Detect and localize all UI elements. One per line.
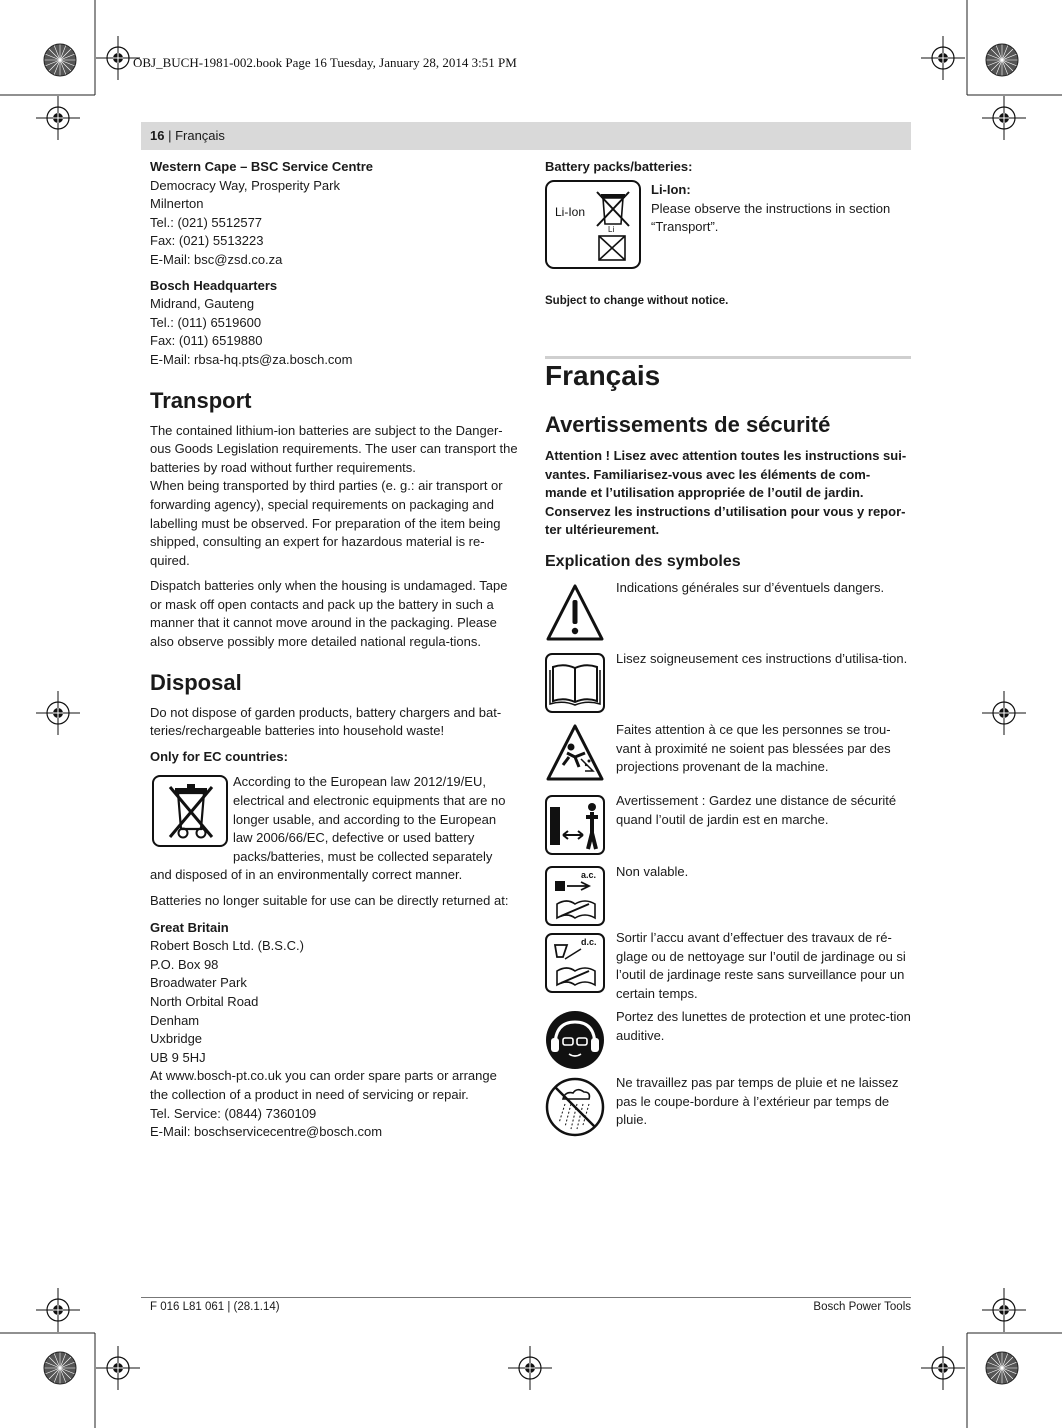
battery-packs-heading: Battery packs/batteries: xyxy=(545,159,693,174)
transport-paragraph: The contained lithium-ion batteries are subject to the Danger-ous Goods Legislation requirements. The user can transport the batteries by road without further requirements. xyxy=(150,422,518,475)
symbol-text-general-danger: Indications générales sur d’éventuels dangers. xyxy=(616,580,885,595)
footer-doc-number: F 016 L81 061 | (28.1.14) xyxy=(150,1301,280,1313)
symbol-text-projectiles: Faites attention à ce que les personnes se trou-vant à proximité ne soient pas blessées par des projections provenant de la machine. xyxy=(616,722,891,775)
header-language: Français xyxy=(175,128,225,143)
contact-bosch-hq: Bosch Headquarters Midrand, Gauteng Tel.: (011) 6519600 Fax: (011) 6519880 E-Mail: rbsa-hq.pts@za.bosch.com xyxy=(150,277,353,367)
symbol-text-safety-distance: Avertissement : Gardez une distance de sécurité quand l’outil de jardin est en marche. xyxy=(616,793,897,827)
registration-target xyxy=(508,1346,552,1390)
symbol-text-read-manual: Lisez soigneusement ces instructions d’utilisa-tion. xyxy=(616,651,908,666)
ac-unplug-icon xyxy=(545,866,605,926)
footer-rule xyxy=(141,1297,911,1298)
transport-paragraph: When being transported by third parties (e. g.: air transport or forwarding agency), special requirements on packaging and labelling must be observed. For preparation of the item being shipped, consulting an expert for hazardous material is re-quired. xyxy=(150,478,503,568)
svg-text:Li: Li xyxy=(608,225,615,234)
warning-triangle-icon xyxy=(545,583,605,643)
registration-target xyxy=(921,36,965,80)
color-rosette xyxy=(44,44,76,76)
registration-target xyxy=(36,96,80,140)
registration-target xyxy=(982,691,1026,735)
symbols-heading: Explication des symboles xyxy=(545,553,741,570)
printer-slug: OBJ_BUCH-1981-002.book Page 16 Tuesday, January 28, 2014 3:51 PM xyxy=(133,55,517,70)
returned-paragraph: Batteries no longer suitable for use can be directly returned at: xyxy=(150,893,509,908)
contact-great-britain: Great Britain Robert Bosch Ltd. (B.S.C.) P.O. Box 98 Broadwater Park North Orbital Road Denham Uxbridge UB 9 5HJ At www.bosch-pt.co.uk you can order spare parts or arrange the collection of a product in need of servicing or repair. Tel. Service: (0844) 7360109 E-Mail: boschservicecentre@bosch.com xyxy=(150,919,497,1140)
svg-text:a.c.: a.c. xyxy=(581,870,597,880)
liion-note: Li-Ion: Please observe the instructions in section “Transport”. xyxy=(651,182,891,235)
attention-paragraph: Attention ! Lisez avec attention toutes les instructions sui-vantes. Familiarisez-vous avec les éléments de com-mande et l’utilisation appropriée de l’outil de jardin. Conservez les instructions d’utilisation pour vous y repor-ter ultérieurement. xyxy=(545,448,907,538)
ec-paragraph: According to the European law 2012/19/EU, electrical and electronic equipments that are no longer usable, and according to the European law 2006/66/EC, defective or used battery packs/batteries, must be collected separately xyxy=(233,774,506,864)
transport-paragraph: Dispatch batteries only when the housing is undamaged. Tape or mask off open contacts and pack up the battery in such a manner that it cannot move around in the packaging. Please also observe possibly more detailed national regula-tions. xyxy=(150,578,508,650)
registration-target xyxy=(982,1288,1026,1332)
projectile-hazard-icon xyxy=(545,723,605,783)
page-header-bar xyxy=(141,122,911,150)
manual-book-icon xyxy=(545,653,605,713)
weee-bin-icon xyxy=(152,775,228,847)
symbol-text-no-rain: Ne travaillez pas par temps de pluie et ne laissez pas le coupe-bordure à l’extérieur par temps de pluie. xyxy=(616,1075,899,1128)
transport-heading: Transport xyxy=(150,387,252,413)
section-rule xyxy=(545,356,911,359)
disposal-paragraph: Do not dispose of garden products, battery chargers and bat-teries/rechargeable batteries into household waste! xyxy=(150,704,502,739)
ec-block xyxy=(150,773,518,866)
ec-paragraph-continued: and disposed of in an environmentally correct manner. xyxy=(150,867,463,883)
color-rosette xyxy=(986,1352,1018,1384)
contact-western-cape: Western Cape – BSC Service Centre Democracy Way, Prosperity Park Milnerton Tel.: (021) 5512577 Fax: (021) 5513223 E-Mail: bsc@zsd.co.za xyxy=(150,159,374,267)
safety-heading: Avertissements de sécurité xyxy=(545,412,831,437)
subject-to-change: Subject to change without notice. xyxy=(545,295,729,307)
safety-distance-icon xyxy=(545,795,605,855)
dc-battery-remove-icon xyxy=(545,933,605,993)
symbol-text-eye-ear-protection: Portez des lunettes de protection et une protec-tion auditive. xyxy=(616,1009,911,1043)
svg-text:d.c.: d.c. xyxy=(581,937,597,947)
disposal-heading: Disposal xyxy=(150,669,242,695)
footer-brand: Bosch Power Tools xyxy=(813,1301,911,1313)
color-rosette xyxy=(986,44,1018,76)
eye-ear-protection-icon xyxy=(545,1010,605,1070)
page-number: 16 xyxy=(150,128,165,143)
symbol-text-remove-battery: Sortir l’accu avant d’effectuer des travaux de ré-glage ou de nettoyage sur l’outil de jardinage ou si l’outil de jardinage reste sans surveillance pour un certain temps. xyxy=(616,930,906,1001)
page-header: 16 | Français xyxy=(150,128,225,143)
ec-heading: Only for EC countries: xyxy=(150,748,288,764)
color-rosette xyxy=(44,1352,76,1384)
liion-recycling-icon xyxy=(545,180,641,270)
symbol-text-not-applicable: Non valable. xyxy=(616,864,689,879)
svg-text:Li-Ion: Li-Ion xyxy=(555,205,586,219)
no-rain-icon xyxy=(545,1077,605,1137)
right-column-top xyxy=(545,158,911,183)
left-column xyxy=(150,158,518,1142)
registration-target xyxy=(36,1288,80,1332)
registration-target xyxy=(36,691,80,735)
registration-target xyxy=(921,1346,965,1390)
registration-target xyxy=(96,1346,140,1390)
registration-target xyxy=(982,96,1026,140)
francais-heading: Français xyxy=(545,360,661,391)
